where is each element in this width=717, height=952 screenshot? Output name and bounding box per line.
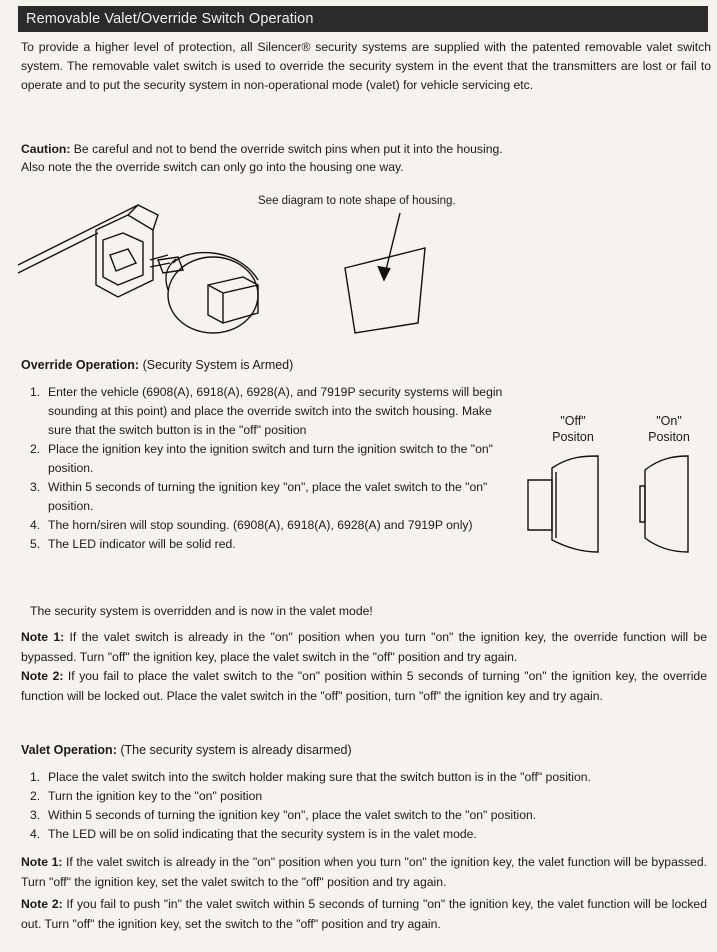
valet-note-1: Note 1: If the valet switch is already in the "on" position when you turn "on" the ignition key, the valet function will be bypassed. Turn "off" the ignition key, set the valet switch to the "off" position and try again.	[21, 855, 707, 889]
override-subheading: (Security System is Armed)	[139, 358, 294, 372]
override-note-2: Note 2: If you fail to place the valet switch to the "on" position within 5 seconds of turning "on" the ignition key, the override function will be locked out. Place the valet switch in the "off" position, turn "off" the ignition key and try again.	[21, 669, 707, 703]
housing-shape-diagram	[340, 208, 440, 338]
override-heading: Override Operation:	[21, 358, 140, 372]
override-heading-line	[21, 358, 293, 372]
override-note-1: Note 1: If the valet switch is already in the "on" position when you turn "on" the ignition key, the override function will be bypassed. Turn "off" the ignition key, place the valet switch in the "off" position and try again.	[21, 630, 707, 664]
caution-label: Caution:	[21, 142, 71, 156]
override-result: The security system is overridden and is now in the valet mode!	[30, 604, 373, 618]
list-item: 3. Within 5 seconds of turning the ignition key "on", place the valet switch to the "on" position.	[30, 808, 537, 822]
valet-note-2: Note 2: If you fail to push "in" the valet switch within 5 seconds of turning "on" the ignition key, the valet function will be locked out. Turn "off" the ignition key, set the switch to the "off" position and try again.	[21, 897, 707, 931]
housing-illustration	[18, 185, 268, 335]
list-item: 4. The LED will be on solid indicating that the security system is in the valet mode.	[30, 827, 477, 841]
valet-subheading: (The security system is already disarmed)	[116, 743, 352, 757]
on-position-label: "On" Positon	[648, 414, 690, 444]
off-position-label: "Off" Positon	[552, 414, 594, 444]
list-item: 1. Enter the vehicle (6908(A), 6918(A), 6928(A), and 7919P security systems will begin sounding at this point) and place the override switch into the switch housing. Make sure that the switch button is in the "off" position	[30, 385, 503, 437]
caution-paragraph	[21, 140, 511, 176]
caution-text: Be careful and not to bend the override switch pins when put it into the housing. Also note the the override switch can only go into the housing one way.	[21, 142, 503, 174]
list-item: 2. Turn the ignition key to the "on" position	[30, 789, 263, 803]
list-item: 4. The horn/siren will stop sounding. (6908(A), 6918(A), 6928(A) and 7919P only)	[30, 518, 473, 532]
list-item: 2. Place the ignition key into the ignition switch and turn the ignition switch to the "on" position.	[30, 442, 493, 475]
intro-paragraph: To provide a higher level of protection, all Silencer® security systems are supplied with the patented removable valet switch system. The removable valet switch is used to override the security system in the event that the transmitters are lost or fail to operate and to put the security system in non-operational mode (valet) for vehicle servicing etc.	[21, 40, 711, 92]
section-title: Removable Valet/Override Switch Operation	[18, 6, 708, 32]
list-item: 1. Place the valet switch into the switch holder making sure that the switch button is in the "off" position.	[30, 770, 591, 784]
list-item: 5. The LED indicator will be solid red.	[30, 537, 236, 551]
override-steps	[30, 383, 510, 554]
valet-heading-line	[21, 743, 352, 757]
diagram-note: See diagram to note shape of housing.	[258, 195, 456, 207]
switch-positions-diagram	[520, 448, 710, 558]
list-item: 3. Within 5 seconds of turning the ignition key "on", place the valet switch to the "on" position.	[30, 480, 488, 513]
valet-steps	[30, 768, 710, 844]
valet-heading: Valet Operation:	[21, 743, 117, 757]
